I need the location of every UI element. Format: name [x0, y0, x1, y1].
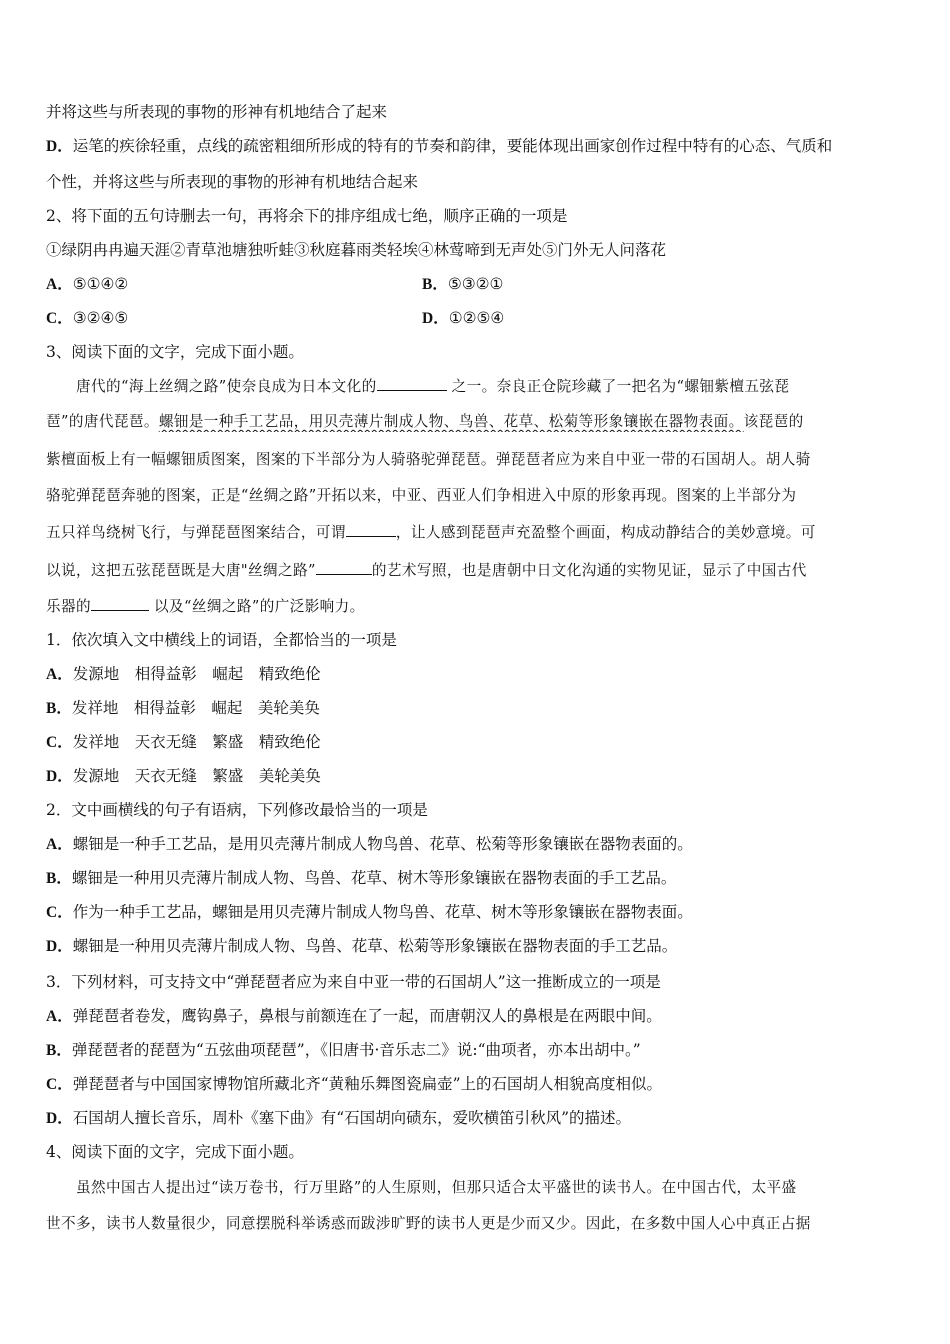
passage-text: 琶”的唐代琵琶。: [46, 413, 159, 430]
q3-sub2-option-c: [46, 902, 906, 923]
q3-passage-line-6: [46, 560, 906, 581]
passage-text: ，让人感到琵琶声充盈整个画面，构成动静结合的美妙意境。可: [395, 524, 816, 541]
passage-text: 五只祥鸟绕树飞行，与弹琵琶图案结合，可谓: [46, 524, 346, 541]
q3-sub2-option-d: [46, 936, 906, 957]
q3-sub3-stem: [46, 972, 906, 992]
q3-sub3-option-b: [46, 1040, 906, 1061]
q1-option-c-tail: [46, 102, 906, 122]
q3-sub2-option-b: [46, 868, 906, 889]
option-label: D．: [46, 138, 73, 155]
fill-blank-4: [91, 596, 149, 611]
question-stem: 4、阅读下面的文字，完成下面小题。: [46, 1143, 304, 1161]
q2-stem: [46, 206, 906, 226]
option-c-text: ③②④⑤: [72, 309, 129, 327]
option-label: A．: [46, 836, 73, 853]
q3-sub1-option-b: [46, 698, 906, 719]
option-label: B．: [46, 1042, 72, 1059]
question-stem: 2、将下面的五句诗删去一句，再将余下的排序组成七绝，顺序正确的一项是: [46, 207, 568, 225]
option-label: B．: [46, 870, 72, 887]
q3-passage-line-7: [46, 596, 906, 617]
option-text: 发源地 相得益彰 崛起 精致绝伦: [72, 665, 321, 683]
option-text: 螺钿是一种用贝壳薄片制成人物、鸟兽、花草、松菊等形象镶嵌在器物表面的手工艺品。: [72, 937, 678, 955]
option-text: 作为一种手工艺品，螺钿是用贝壳薄片制成人物鸟兽、花草、树木等形象镶嵌在器物表面。: [72, 903, 693, 921]
q3-sub3-option-a: [46, 1006, 906, 1027]
q4-passage-line-2: [46, 1214, 906, 1234]
q1-option-d: [46, 136, 906, 157]
passage-text: 的艺术写照，也是唐朝中日文化沟通的实物见证，显示了中国古代: [371, 562, 807, 579]
q3-sub2-option-a: [46, 834, 906, 855]
q2-options-ab: [46, 274, 906, 295]
fill-blank-3: [316, 560, 372, 575]
question-stem: 2．文中画横线的句子有语病，下列修改最恰当的一项是: [46, 801, 428, 819]
passage-text: 虽然中国古人提出过“读万卷书，行万里路”的人生原则，但那只适合太平盛世的读书人。在中国古代，太平盛: [76, 1179, 797, 1196]
option-label: B．: [46, 700, 72, 717]
passage-text: 骆驼弹琵琶奔驰的图案，正是“丝绸之路”开拓以来，中亚、西亚人们争相进入中原的形象再现。图案的上半部分为: [46, 487, 797, 504]
option-text: 弹琵琶者与中国国家博物馆所藏北齐“黄釉乐舞图瓷扁壶”上的石国胡人相貌高度相似。: [72, 1075, 663, 1093]
q4-stem: [46, 1142, 906, 1162]
option-text: 发祥地 天衣无缝 繁盛 精致绝伦: [72, 733, 321, 751]
option-text: 螺钿是一种用贝壳薄片制成人物、鸟兽、花草、树木等形象镶嵌在器物表面的手工艺品。: [71, 869, 677, 887]
option-label: C．: [46, 904, 73, 921]
option-label: D．: [46, 768, 73, 785]
question-stem: 3．下列材料，可支持文中“弹琵琶者应为来自中亚一带的石国胡人”这一推断成立的一项是: [46, 973, 661, 991]
q2-poem-lines: [46, 240, 906, 260]
option-text: 发源地 天衣无缝 繁盛 美轮美奂: [72, 767, 321, 785]
option-b-label: B．: [422, 276, 448, 293]
q3-passage-line-2: [46, 412, 906, 432]
q1-option-d-cont: [46, 172, 906, 192]
option-text: 发祥地 相得益彰 崛起 美轮美奂: [71, 699, 320, 717]
q3-sub1-stem: [46, 630, 906, 650]
option-label: D．: [46, 938, 73, 955]
q3-passage-line-1: [46, 376, 906, 397]
q3-sub1-option-a: [46, 664, 906, 685]
option-b-text: ⑤③②①: [447, 275, 504, 293]
option-d-label: D．: [422, 310, 449, 327]
fill-blank-1: [377, 376, 447, 391]
option-label: D．: [46, 1110, 73, 1127]
option-text: 弹琵琶者卷发，鹰钩鼻子，鼻根与前额连在了一起，而唐朝汉人的鼻根是在两眼中间。: [72, 1007, 662, 1025]
q3-sub3-option-d: [46, 1108, 906, 1129]
option-text: 运笔的疾徐轻重，点线的疏密粗细所形成的特有的节奏和韵律，要能体现出画家创作过程中特有的心态、气质和: [72, 137, 833, 155]
option-text: 螺钿是一种手工艺品，是用贝壳薄片制成人物鸟兽、花草、松菊等形象镶嵌在器物表面的。: [72, 835, 693, 853]
option-label: C．: [46, 1076, 73, 1093]
option-label: A．: [46, 666, 73, 683]
q3-stem: [46, 342, 906, 362]
q3-passage-line-5: [46, 522, 906, 543]
fill-blank-2: [346, 522, 396, 537]
option-label: A．: [46, 1008, 73, 1025]
option-text: 个性，并将这些与所表现的事物的形神有机地结合起来: [46, 173, 419, 191]
passage-text: 以及“丝绸之路”的广泛影响力。: [148, 598, 365, 615]
passage-text: 该琵琶的: [743, 413, 804, 430]
option-text: 石国胡人擅长音乐，周朴《塞下曲》有“石国胡向碛东，爱吹横笛引秋风”的描述。: [72, 1109, 632, 1127]
passage-text: 紫檀面板上有一幅螺钿质图案，图案的下半部分为人骑骆驼弹琵琶。弹琵琶者应为来自中亚一带的石国胡人。胡人骑: [46, 451, 811, 468]
passage-text: 唐代的“海上丝绸之路”使奈良成为日本文化的: [76, 378, 377, 395]
q3-passage-line-4: [46, 486, 906, 506]
q3-sub2-stem: [46, 800, 906, 820]
passage-text: 之一。奈良正仓院珍藏了一把名为“螺钿紫檀五弦琵: [446, 378, 790, 395]
q3-sub3-option-c: [46, 1074, 906, 1095]
q2-options-cd: [46, 308, 906, 329]
passage-text: 乐器的: [46, 598, 91, 615]
option-c-label: C．: [46, 310, 73, 327]
q3-sub1-option-d: [46, 766, 906, 787]
option-a-label: A．: [46, 276, 73, 293]
passage-text: 以说，这把五弦琵琶既是大唐"丝绸之路”: [46, 562, 316, 579]
underlined-sentence: 螺钿是一种手工艺品，用贝壳薄片制成人物、鸟兽、花草、松菊等形象镶嵌在器物表面。: [158, 413, 744, 430]
text-line: 并将这些与所表现的事物的形神有机地结合了起来: [46, 103, 388, 121]
question-stem: 1．依次填入文中横线上的词语，全都恰当的一项是: [46, 631, 397, 649]
option-d-text: ①②⑤④: [448, 309, 505, 327]
q3-passage-line-3: [46, 450, 906, 470]
option-label: C．: [46, 734, 73, 751]
q3-sub1-option-c: [46, 732, 906, 753]
option-a-text: ⑤①④②: [72, 275, 129, 293]
passage-text: 世不多，读书人数量很少，同意摆脱科举诱惑而跋涉旷野的读书人更是少而又少。因此，在多数中国人心中真正占据: [46, 1215, 811, 1232]
q4-passage-line-1: [46, 1178, 906, 1198]
option-text: 弹琵琶者的琵琶为“五弦曲项琵琶”，《旧唐书·音乐志二》说:“曲项者，亦本出胡中。”: [71, 1041, 641, 1059]
question-stem: 3、阅读下面的文字，完成下面小题。: [46, 343, 304, 361]
poem-lines: ①绿阴冉冉遍天涯②青草池塘独听蛙③秋庭暮雨类轻埃④林莺啼到无声处⑤门外无人问落花: [46, 241, 667, 259]
